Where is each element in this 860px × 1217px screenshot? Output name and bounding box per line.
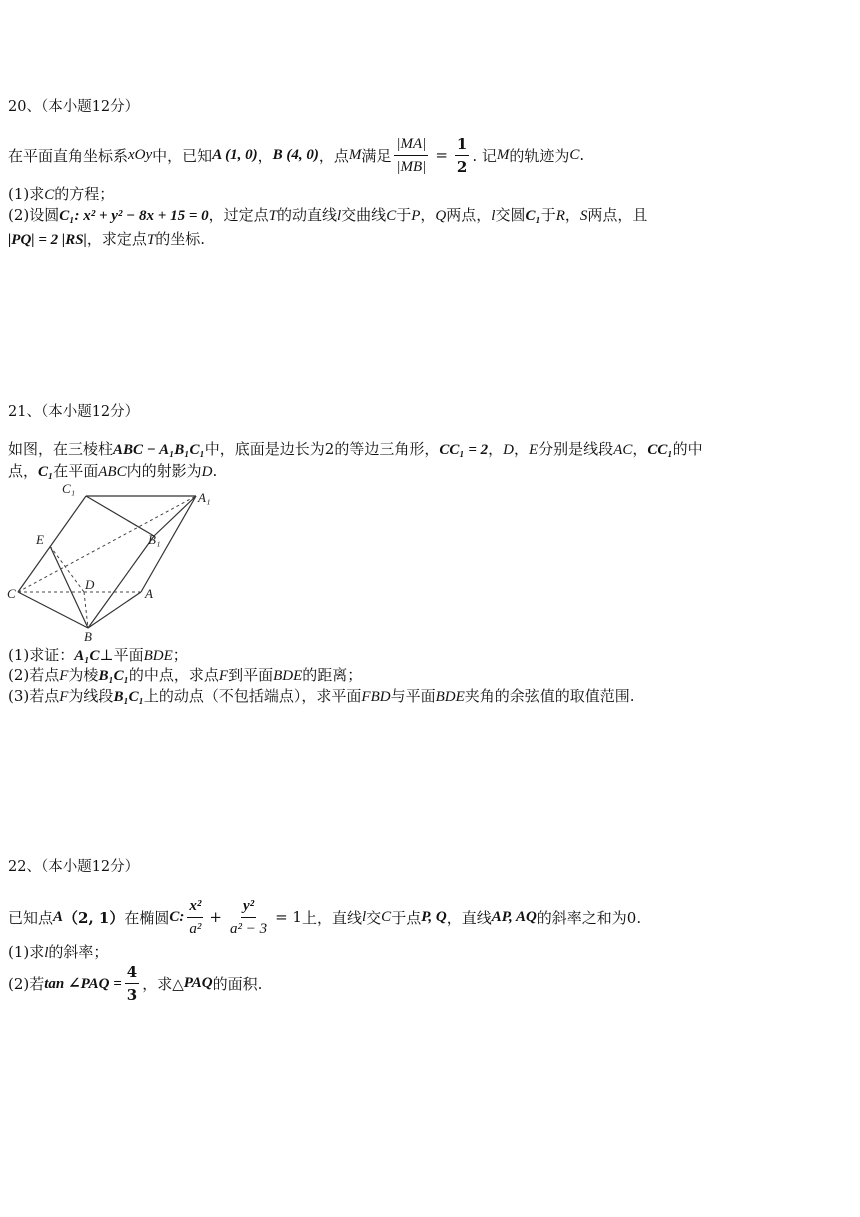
q20-header: 20、（本小题12分） xyxy=(8,99,140,115)
q20-text: 于 xyxy=(540,206,556,224)
q22-header: 22、（本小题12分） xyxy=(8,859,140,875)
q21-var: FBD xyxy=(361,689,391,705)
label-a1: A₁ xyxy=(198,490,211,505)
q20-fraction-half xyxy=(455,135,469,176)
q22-var: P, Q xyxy=(421,908,447,925)
q21-var: B₁C₁ xyxy=(113,689,144,705)
q20-part1 xyxy=(8,183,114,204)
q21-text: 的距离； xyxy=(302,666,363,684)
q22-text: (2)若 xyxy=(8,974,45,993)
q20-fraction-ma-mb xyxy=(394,135,428,176)
q21-text: 中，底面是边长为2的等边三角形， xyxy=(204,440,440,458)
q22-text: 上，直线 xyxy=(301,908,362,927)
q20-var: C xyxy=(569,146,580,163)
q20-var: T xyxy=(146,232,156,248)
label-a: A xyxy=(145,586,153,601)
q21-var: D xyxy=(503,442,514,458)
label-c: C xyxy=(7,586,16,601)
q21-text: 与平面 xyxy=(390,687,436,705)
q21-part3 xyxy=(8,685,635,706)
q20-point-a: A (1, 0) xyxy=(212,146,258,163)
q20-text: ， xyxy=(257,146,273,165)
q21-var: F xyxy=(218,668,229,684)
q20-text: 的坐标. xyxy=(155,230,205,248)
q21-var: A₁C xyxy=(74,648,100,664)
q21-text: 在平面 xyxy=(53,462,99,480)
q22-fraction-x xyxy=(187,897,203,938)
edge-c-a1-hidden xyxy=(18,496,196,592)
q22-var: l xyxy=(361,908,367,925)
q21-var: BDE xyxy=(435,689,465,705)
q20-text: 中，已知 xyxy=(152,146,213,165)
fraction-numerator: |MA| xyxy=(394,135,428,156)
q22-fraction-four-thirds xyxy=(125,963,139,1004)
q20-text: (2)设圆 xyxy=(8,206,60,224)
q20-text: ，过定点 xyxy=(208,206,269,224)
q20-line1 xyxy=(8,130,584,180)
q22-part1 xyxy=(8,941,108,962)
q21-text: ， xyxy=(632,440,648,458)
q22-var: A xyxy=(53,908,64,925)
edge-e-b xyxy=(50,546,88,628)
fraction-denominator: 3 xyxy=(126,985,138,1004)
fraction-denominator: a² − 3 xyxy=(229,920,268,937)
q21-prism: ABC − A₁B₁C₁ xyxy=(113,442,205,458)
q21-var: F xyxy=(59,689,69,705)
q21-text: (1)求证： xyxy=(8,646,75,664)
edge-b1-b xyxy=(88,536,154,628)
q20-var: l xyxy=(491,208,496,224)
fraction-numerator: y² xyxy=(241,897,256,918)
q21-text: (2)若点 xyxy=(8,666,60,684)
q20-text: ，点 xyxy=(318,146,349,165)
q21-text: . xyxy=(212,462,218,480)
q20-text: . 记 xyxy=(472,146,497,165)
q22-var: l xyxy=(44,945,49,961)
q21-text: 为线段 xyxy=(68,687,114,705)
label-e: E xyxy=(36,532,44,547)
q21-var: B₁C₁ xyxy=(98,668,129,684)
q20-text: 在平面直角坐标系 xyxy=(8,146,129,165)
q22-text: 的斜率； xyxy=(48,943,109,961)
edge-c-c1 xyxy=(18,496,86,592)
q20-text: 两点， xyxy=(446,206,492,224)
fraction-denominator: 2 xyxy=(456,157,468,176)
q20-var: Q xyxy=(435,208,447,224)
q20-text: 的动直线 xyxy=(276,206,337,224)
q20-text: ， xyxy=(420,206,436,224)
q21-text: 为棱 xyxy=(68,666,99,684)
q21-text: ⊥平面 xyxy=(99,646,144,664)
q21-part1 xyxy=(8,644,188,665)
fraction-numerator: x² xyxy=(187,897,203,918)
q20-text: . xyxy=(579,146,585,164)
edge-c1-b1 xyxy=(86,496,154,536)
q20-var: l xyxy=(337,208,342,224)
q20-text: 满足 xyxy=(361,146,392,165)
q22-point-coord: （2, 1） xyxy=(63,908,125,927)
q21-var: BDE xyxy=(143,648,173,664)
q22-var: C: xyxy=(169,908,185,925)
q21-text: 内的射影为 xyxy=(126,462,202,480)
q20-var: M xyxy=(348,146,362,163)
q21-var: F xyxy=(59,668,69,684)
edge-c-b xyxy=(18,592,88,628)
q22-plus: + xyxy=(209,908,222,926)
fraction-numerator: 4 xyxy=(125,963,139,984)
fraction-denominator: a² xyxy=(189,920,202,937)
q22-var: C xyxy=(381,908,392,925)
fraction-denominator: |MB| xyxy=(396,158,427,175)
q20-part2-line2 xyxy=(8,228,205,249)
q21-text: 到平面 xyxy=(228,666,274,684)
q20-var: T xyxy=(268,208,277,224)
q20-text: 交圆 xyxy=(495,206,526,224)
q21-var: E xyxy=(529,442,539,458)
q21-text: 如图，在三棱柱 xyxy=(8,440,114,458)
q20-var: C xyxy=(386,208,397,224)
q21-cc1-eq: CC₁ = 2 xyxy=(439,442,489,458)
q22-tan-expression: tan ∠PAQ = xyxy=(44,975,122,992)
prism-figure xyxy=(6,478,226,643)
q20-text: 于 xyxy=(396,206,412,224)
q20-var: P xyxy=(411,208,421,224)
q20-part1-text: (1)求 xyxy=(8,185,45,203)
q21-header: 21、（本小题12分） xyxy=(8,404,140,420)
label-c1: C₁ xyxy=(62,481,76,496)
q22-text: 于点 xyxy=(391,908,422,927)
q21-text: (3)若点 xyxy=(8,687,60,705)
q20-var: S xyxy=(579,208,588,224)
q20-var: C xyxy=(44,187,55,203)
q20-text: ，求定点 xyxy=(86,230,147,248)
q22-line1 xyxy=(8,892,641,942)
q20-pq-rs-equation: |PQ| = 2 |RS| xyxy=(8,232,87,248)
q22-text: (1)求 xyxy=(8,943,45,961)
q20-var: C₁ xyxy=(525,208,541,224)
q21-var: ABC xyxy=(98,464,127,480)
q21-text: ， xyxy=(488,440,504,458)
q21-var: C₁ xyxy=(38,464,54,480)
q20-var: R xyxy=(555,208,565,224)
label-b: B xyxy=(84,629,92,643)
q20-part2-line1 xyxy=(8,204,647,225)
q20-part1-text: 的方程； xyxy=(54,185,115,203)
q22-text: ，直线 xyxy=(446,908,492,927)
q21-text: 点， xyxy=(8,462,39,480)
q21-text: 的中 xyxy=(672,440,703,458)
q20-text: 交曲线 xyxy=(341,206,387,224)
edge-b1-a1 xyxy=(154,496,196,536)
q20-text: 的轨迹为 xyxy=(509,146,570,165)
q21-var: D xyxy=(201,464,213,480)
q21-part2 xyxy=(8,664,362,685)
edge-e-d-hidden xyxy=(50,546,84,592)
q21-text: 的中点，求点 xyxy=(128,666,219,684)
q21-text: 分别是线段 xyxy=(538,440,614,458)
q20-text: 两点，且 xyxy=(587,206,648,224)
q20-circle-equation: C₁: x² + y² − 8x + 15 = 0 xyxy=(59,208,209,224)
label-b1: B₁ xyxy=(148,532,161,547)
q21-text: 夹角的余弦值的取值范围. xyxy=(464,687,635,705)
q21-text: ； xyxy=(172,646,188,664)
q21-var: BDE xyxy=(273,668,303,684)
q20-text: ， xyxy=(564,206,580,224)
q22-text: 交 xyxy=(366,908,382,927)
q22-text: 已知点 xyxy=(8,908,54,927)
q22-var: PAQ xyxy=(183,974,213,991)
q22-text: 的面积. xyxy=(212,974,263,993)
q20-equals: = xyxy=(435,146,448,164)
q22-text: 在椭圆 xyxy=(124,908,170,927)
q22-equals: = 1 xyxy=(275,908,302,926)
q20-point-b: B (4, 0) xyxy=(272,146,319,163)
q20-coord: xOy xyxy=(128,146,153,163)
edge-b-a xyxy=(88,592,141,628)
q22-fraction-y xyxy=(228,897,269,938)
q21-var: CC₁ xyxy=(647,442,673,458)
fraction-numerator: 1 xyxy=(455,135,469,156)
q21-text: ， xyxy=(513,440,529,458)
q22-text: 的斜率之和为0. xyxy=(536,908,642,927)
label-d: D xyxy=(85,577,95,592)
q21-line1 xyxy=(8,438,703,459)
q21-var: AC xyxy=(613,442,633,458)
q22-text: ，求△ xyxy=(142,974,184,993)
q22-var: AP, AQ xyxy=(491,908,537,925)
q21-text: 上的动点（不包括端点），求平面 xyxy=(143,687,362,705)
q22-part2 xyxy=(8,960,262,1006)
q20-var: M xyxy=(496,146,510,163)
